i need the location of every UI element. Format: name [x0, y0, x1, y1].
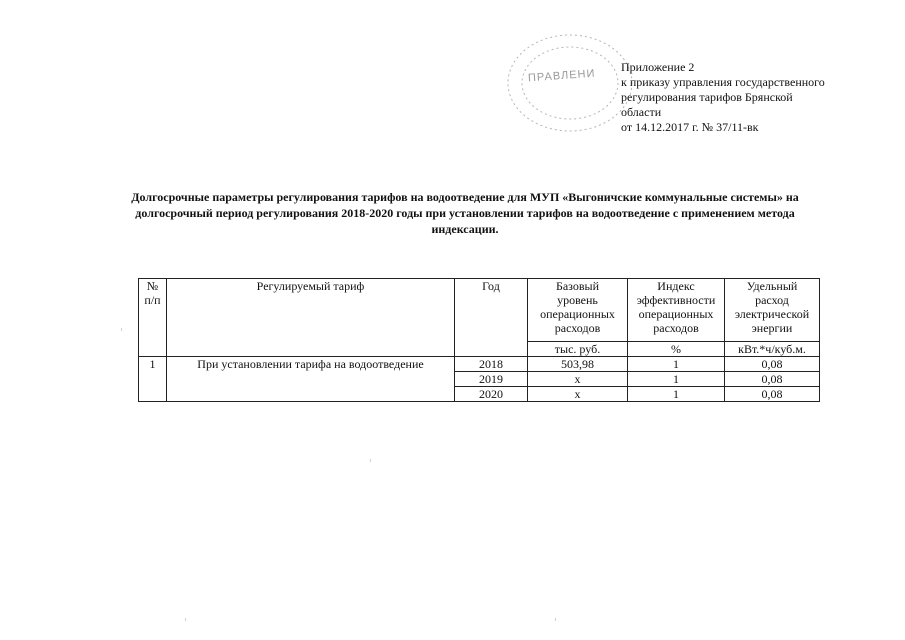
header-index [628, 279, 725, 342]
header-num-line: № [146, 279, 159, 293]
cell-index: 1 [628, 357, 725, 372]
header-year: Год [455, 279, 528, 357]
scan-speck [555, 618, 556, 621]
cell-energy: 0,08 [725, 372, 820, 387]
tariff-name: При установлении тарифа на водоотведение [167, 357, 455, 402]
appendix-line: Приложение 2 [621, 60, 695, 74]
stamp-seal [500, 28, 640, 138]
header-index-line: операционных [638, 307, 714, 321]
header-index-line: Индекс [657, 279, 695, 293]
header-num-line: п/п [144, 293, 161, 307]
cell-index: 1 [628, 372, 725, 387]
cell-base: 503,98 [528, 357, 628, 372]
table-header-row [139, 279, 820, 342]
scan-speck [121, 328, 122, 331]
title-line: Долгосрочные параметры регулирования тарифов на водоотведение для МУП «Выгоничские коммунальные системы» на [131, 190, 799, 204]
header-energy-line: энергии [751, 321, 793, 335]
header-base-line: Базовый [555, 279, 600, 293]
header-index-line: эффективности [636, 293, 716, 307]
cell-base: x [528, 387, 628, 402]
header-energy-line: Удельный [746, 279, 798, 293]
document-title [85, 189, 845, 237]
parameters-table [138, 278, 820, 402]
header-energy-line: расход [755, 293, 789, 307]
title-line: долгосрочный период регулирования 2018-2020 годы при установлении тарифов на водоотведение с применением метода [135, 206, 795, 220]
header-energy [725, 279, 820, 342]
unit-index: % [628, 342, 725, 357]
header-base-line: расходов [554, 321, 601, 335]
cell-energy: 0,08 [725, 387, 820, 402]
cell-index: 1 [628, 387, 725, 402]
cell-energy: 0,08 [725, 357, 820, 372]
scan-speck [185, 618, 186, 621]
cell-base: x [528, 372, 628, 387]
cell-year: 2020 [455, 387, 528, 402]
stamp-text: ПРАВЛЕНИ [527, 67, 596, 85]
appendix-line: регулирования тарифов Брянской [621, 90, 793, 104]
unit-base: тыс. руб. [528, 342, 628, 357]
scan-speck [370, 459, 371, 462]
header-base-line: операционных [540, 307, 615, 321]
cell-year: 2019 [455, 372, 528, 387]
header-base [528, 279, 628, 342]
appendix-line: от 14.12.2017 г. № 37/11-вк [621, 120, 759, 134]
title-line: индексации. [431, 222, 499, 236]
table-row [139, 357, 820, 372]
header-energy-line: электрической [734, 307, 810, 321]
appendix-line: области [621, 105, 662, 119]
header-base-line: уровень [557, 293, 598, 307]
cell-year: 2018 [455, 357, 528, 372]
header-tariff: Регулируемый тариф [167, 279, 455, 357]
header-index-line: расходов [653, 321, 699, 335]
row-number: 1 [139, 357, 167, 402]
appendix-block [621, 60, 851, 135]
appendix-line: к приказу управления государственного [621, 75, 825, 89]
header-num [139, 279, 167, 357]
unit-energy: кВт.*ч/куб.м. [725, 342, 820, 357]
